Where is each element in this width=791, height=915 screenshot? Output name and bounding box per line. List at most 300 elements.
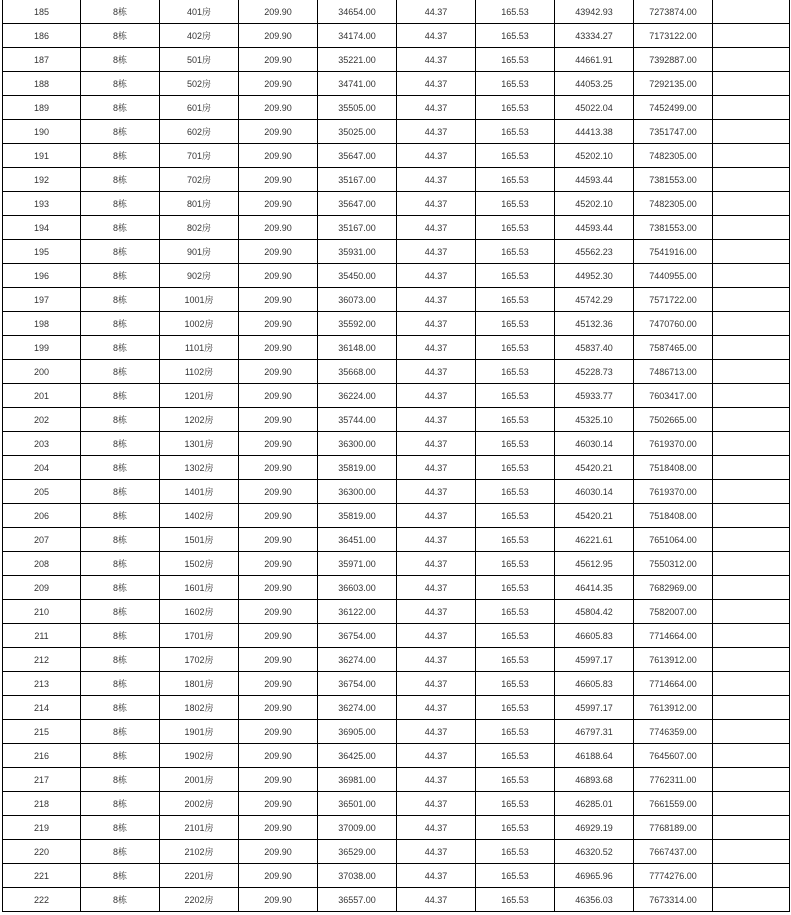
inner-unit-price-cell: 45420.21 [555,504,634,528]
remark-cell [713,624,790,648]
inner-unit-price-cell: 44053.25 [555,72,634,96]
room-cell: 1501房 [160,528,239,552]
unit-price-cell: 36905.00 [318,720,397,744]
share-area-cell: 44.37 [397,0,476,24]
table-row [3,888,790,912]
unit-price-cell: 36300.00 [318,432,397,456]
table-row [3,480,790,504]
inner-unit-price-cell: 45325.10 [555,408,634,432]
unit-price-cell: 35819.00 [318,504,397,528]
share-area-cell: 44.37 [397,216,476,240]
share-area-cell: 44.37 [397,696,476,720]
remark-cell [713,192,790,216]
inner-unit-price-cell: 46221.61 [555,528,634,552]
inner-unit-price-cell: 46797.31 [555,720,634,744]
inner-unit-price-cell: 45612.95 [555,552,634,576]
area-cell: 209.90 [239,528,318,552]
total-price-cell: 7518408.00 [634,504,713,528]
table-row [3,24,790,48]
unit-price-cell: 34654.00 [318,0,397,24]
unit-price-cell: 36425.00 [318,744,397,768]
total-area-cell: 165.53 [476,696,555,720]
area-cell: 209.90 [239,648,318,672]
table-row [3,624,790,648]
unit-price-cell: 36754.00 [318,624,397,648]
table-row [3,528,790,552]
row-number-cell: 206 [3,504,81,528]
total-area-cell: 165.53 [476,648,555,672]
remark-cell [713,288,790,312]
total-price-cell: 7682969.00 [634,576,713,600]
unit-price-cell: 36603.00 [318,576,397,600]
total-price-cell: 7470760.00 [634,312,713,336]
total-area-cell: 165.53 [476,240,555,264]
total-price-cell: 7746359.00 [634,720,713,744]
area-cell: 209.90 [239,744,318,768]
room-cell: 602房 [160,120,239,144]
area-cell: 209.90 [239,192,318,216]
room-cell: 1801房 [160,672,239,696]
inner-unit-price-cell: 45228.73 [555,360,634,384]
total-area-cell: 165.53 [476,528,555,552]
table-row [3,96,790,120]
building-cell: 8栋 [81,600,160,624]
inner-unit-price-cell: 43942.93 [555,0,634,24]
room-cell: 1202房 [160,408,239,432]
total-area-cell: 165.53 [476,600,555,624]
total-price-cell: 7273874.00 [634,0,713,24]
unit-price-cell: 35819.00 [318,456,397,480]
total-area-cell: 165.53 [476,456,555,480]
table-row [3,192,790,216]
total-price-cell: 7351747.00 [634,120,713,144]
building-cell: 8栋 [81,48,160,72]
building-cell: 8栋 [81,192,160,216]
building-cell: 8栋 [81,792,160,816]
total-area-cell: 165.53 [476,360,555,384]
building-cell: 8栋 [81,696,160,720]
row-number-cell: 194 [3,216,81,240]
room-cell: 1701房 [160,624,239,648]
unit-price-cell: 35167.00 [318,216,397,240]
total-area-cell: 165.53 [476,312,555,336]
row-number-cell: 197 [3,288,81,312]
share-area-cell: 44.37 [397,456,476,480]
remark-cell [713,672,790,696]
area-cell: 209.90 [239,120,318,144]
building-cell: 8栋 [81,744,160,768]
remark-cell [713,240,790,264]
unit-price-cell: 36981.00 [318,768,397,792]
remark-cell [713,888,790,912]
building-cell: 8栋 [81,672,160,696]
total-area-cell: 165.53 [476,432,555,456]
unit-price-cell: 36501.00 [318,792,397,816]
table-row [3,264,790,288]
total-price-cell: 7486713.00 [634,360,713,384]
remark-cell [713,264,790,288]
building-cell: 8栋 [81,768,160,792]
unit-price-cell: 36122.00 [318,600,397,624]
total-price-cell: 7571722.00 [634,288,713,312]
share-area-cell: 44.37 [397,360,476,384]
share-area-cell: 44.37 [397,144,476,168]
room-cell: 2002房 [160,792,239,816]
inner-unit-price-cell: 44593.44 [555,168,634,192]
area-cell: 209.90 [239,864,318,888]
table-row [3,408,790,432]
total-price-cell: 7714664.00 [634,624,713,648]
unit-price-cell: 35744.00 [318,408,397,432]
area-cell: 209.90 [239,264,318,288]
table-row [3,168,790,192]
building-cell: 8栋 [81,72,160,96]
row-number-cell: 221 [3,864,81,888]
total-area-cell: 165.53 [476,552,555,576]
building-cell: 8栋 [81,120,160,144]
remark-cell [713,144,790,168]
table-row [3,552,790,576]
total-area-cell: 165.53 [476,768,555,792]
room-cell: 2202房 [160,888,239,912]
area-cell: 209.90 [239,672,318,696]
row-number-cell: 189 [3,96,81,120]
table-row [3,288,790,312]
share-area-cell: 44.37 [397,504,476,528]
table-row [3,648,790,672]
building-cell: 8栋 [81,216,160,240]
row-number-cell: 204 [3,456,81,480]
area-cell: 209.90 [239,696,318,720]
total-price-cell: 7452499.00 [634,96,713,120]
building-cell: 8栋 [81,264,160,288]
inner-unit-price-cell: 46605.83 [555,624,634,648]
inner-unit-price-cell: 45742.29 [555,288,634,312]
building-cell: 8栋 [81,720,160,744]
remark-cell [713,456,790,480]
inner-unit-price-cell: 45420.21 [555,456,634,480]
room-cell: 601房 [160,96,239,120]
share-area-cell: 44.37 [397,336,476,360]
room-cell: 1902房 [160,744,239,768]
room-cell: 1602房 [160,600,239,624]
area-cell: 209.90 [239,816,318,840]
room-cell: 902房 [160,264,239,288]
total-area-cell: 165.53 [476,864,555,888]
row-number-cell: 199 [3,336,81,360]
row-number-cell: 188 [3,72,81,96]
total-area-cell: 165.53 [476,576,555,600]
remark-cell [713,648,790,672]
price-table [2,0,790,912]
table-row [3,456,790,480]
room-cell: 402房 [160,24,239,48]
room-cell: 1201房 [160,384,239,408]
remark-cell [713,0,790,24]
table-row [3,720,790,744]
row-number-cell: 190 [3,120,81,144]
building-cell: 8栋 [81,0,160,24]
inner-unit-price-cell: 46605.83 [555,672,634,696]
total-area-cell: 165.53 [476,384,555,408]
remark-cell [713,312,790,336]
total-area-cell: 165.53 [476,792,555,816]
area-cell: 209.90 [239,144,318,168]
inner-unit-price-cell: 45997.17 [555,696,634,720]
area-cell: 209.90 [239,384,318,408]
row-number-cell: 193 [3,192,81,216]
row-number-cell: 198 [3,312,81,336]
share-area-cell: 44.37 [397,240,476,264]
inner-unit-price-cell: 46965.96 [555,864,634,888]
share-area-cell: 44.37 [397,264,476,288]
total-area-cell: 165.53 [476,96,555,120]
remark-cell [713,480,790,504]
inner-unit-price-cell: 44413.38 [555,120,634,144]
area-cell: 209.90 [239,24,318,48]
area-cell: 209.90 [239,888,318,912]
share-area-cell: 44.37 [397,600,476,624]
share-area-cell: 44.37 [397,192,476,216]
inner-unit-price-cell: 46285.01 [555,792,634,816]
inner-unit-price-cell: 43334.27 [555,24,634,48]
remark-cell [713,72,790,96]
area-cell: 209.90 [239,576,318,600]
row-number-cell: 207 [3,528,81,552]
share-area-cell: 44.37 [397,840,476,864]
row-number-cell: 203 [3,432,81,456]
row-number-cell: 220 [3,840,81,864]
unit-price-cell: 35647.00 [318,192,397,216]
row-number-cell: 218 [3,792,81,816]
share-area-cell: 44.37 [397,24,476,48]
building-cell: 8栋 [81,504,160,528]
total-area-cell: 165.53 [476,624,555,648]
unit-price-cell: 35221.00 [318,48,397,72]
building-cell: 8栋 [81,888,160,912]
row-number-cell: 219 [3,816,81,840]
row-number-cell: 191 [3,144,81,168]
share-area-cell: 44.37 [397,864,476,888]
unit-price-cell: 36274.00 [318,648,397,672]
total-area-cell: 165.53 [476,408,555,432]
total-area-cell: 165.53 [476,504,555,528]
total-area-cell: 165.53 [476,24,555,48]
unit-price-cell: 35592.00 [318,312,397,336]
unit-price-cell: 35505.00 [318,96,397,120]
area-cell: 209.90 [239,768,318,792]
area-cell: 209.90 [239,168,318,192]
share-area-cell: 44.37 [397,48,476,72]
share-area-cell: 44.37 [397,648,476,672]
row-number-cell: 222 [3,888,81,912]
room-cell: 2001房 [160,768,239,792]
unit-price-cell: 36073.00 [318,288,397,312]
inner-unit-price-cell: 46030.14 [555,480,634,504]
room-cell: 1101房 [160,336,239,360]
remark-cell [713,24,790,48]
row-number-cell: 200 [3,360,81,384]
room-cell: 1301房 [160,432,239,456]
remark-cell [713,768,790,792]
total-price-cell: 7619370.00 [634,480,713,504]
unit-price-cell: 36451.00 [318,528,397,552]
inner-unit-price-cell: 46414.35 [555,576,634,600]
total-price-cell: 7645607.00 [634,744,713,768]
total-price-cell: 7582007.00 [634,600,713,624]
total-price-cell: 7381553.00 [634,216,713,240]
building-cell: 8栋 [81,456,160,480]
room-cell: 1401房 [160,480,239,504]
table-row [3,744,790,768]
total-price-cell: 7714664.00 [634,672,713,696]
row-number-cell: 202 [3,408,81,432]
inner-unit-price-cell: 45837.40 [555,336,634,360]
total-price-cell: 7541916.00 [634,240,713,264]
building-cell: 8栋 [81,408,160,432]
table-row [3,72,790,96]
remark-cell [713,96,790,120]
total-area-cell: 165.53 [476,672,555,696]
room-cell: 702房 [160,168,239,192]
remark-cell [713,48,790,72]
building-cell: 8栋 [81,288,160,312]
room-cell: 2101房 [160,816,239,840]
room-cell: 1802房 [160,696,239,720]
table-row [3,792,790,816]
building-cell: 8栋 [81,576,160,600]
room-cell: 501房 [160,48,239,72]
remark-cell [713,528,790,552]
area-cell: 209.90 [239,360,318,384]
share-area-cell: 44.37 [397,96,476,120]
inner-unit-price-cell: 45022.04 [555,96,634,120]
room-cell: 801房 [160,192,239,216]
share-area-cell: 44.37 [397,768,476,792]
building-cell: 8栋 [81,816,160,840]
total-area-cell: 165.53 [476,192,555,216]
row-number-cell: 201 [3,384,81,408]
inner-unit-price-cell: 45202.10 [555,192,634,216]
remark-cell [713,216,790,240]
share-area-cell: 44.37 [397,528,476,552]
share-area-cell: 44.37 [397,792,476,816]
total-price-cell: 7651064.00 [634,528,713,552]
unit-price-cell: 34741.00 [318,72,397,96]
total-price-cell: 7550312.00 [634,552,713,576]
unit-price-cell: 35450.00 [318,264,397,288]
room-cell: 901房 [160,240,239,264]
building-cell: 8栋 [81,480,160,504]
total-area-cell: 165.53 [476,816,555,840]
inner-unit-price-cell: 44661.91 [555,48,634,72]
remark-cell [713,432,790,456]
remark-cell [713,552,790,576]
row-number-cell: 216 [3,744,81,768]
row-number-cell: 196 [3,264,81,288]
share-area-cell: 44.37 [397,312,476,336]
row-number-cell: 215 [3,720,81,744]
share-area-cell: 44.37 [397,384,476,408]
table-row [3,576,790,600]
total-area-cell: 165.53 [476,744,555,768]
area-cell: 209.90 [239,456,318,480]
remark-cell [713,576,790,600]
share-area-cell: 44.37 [397,288,476,312]
remark-cell [713,336,790,360]
share-area-cell: 44.37 [397,624,476,648]
total-price-cell: 7173122.00 [634,24,713,48]
table-row [3,840,790,864]
area-cell: 209.90 [239,408,318,432]
building-cell: 8栋 [81,168,160,192]
building-cell: 8栋 [81,840,160,864]
share-area-cell: 44.37 [397,72,476,96]
remark-cell [713,360,790,384]
area-cell: 209.90 [239,0,318,24]
area-cell: 209.90 [239,240,318,264]
table-row [3,144,790,168]
remark-cell [713,840,790,864]
total-area-cell: 165.53 [476,168,555,192]
total-area-cell: 165.53 [476,840,555,864]
row-number-cell: 187 [3,48,81,72]
table-row [3,432,790,456]
table-row [3,864,790,888]
unit-price-cell: 35167.00 [318,168,397,192]
inner-unit-price-cell: 44952.30 [555,264,634,288]
room-cell: 2102房 [160,840,239,864]
row-number-cell: 195 [3,240,81,264]
inner-unit-price-cell: 45933.77 [555,384,634,408]
total-price-cell: 7762311.00 [634,768,713,792]
row-number-cell: 192 [3,168,81,192]
unit-price-cell: 36274.00 [318,696,397,720]
building-cell: 8栋 [81,432,160,456]
table-row [3,48,790,72]
table-row [3,0,790,24]
row-number-cell: 209 [3,576,81,600]
room-cell: 1002房 [160,312,239,336]
room-cell: 502房 [160,72,239,96]
area-cell: 209.90 [239,840,318,864]
remark-cell [713,792,790,816]
total-price-cell: 7292135.00 [634,72,713,96]
table-row [3,696,790,720]
total-price-cell: 7613912.00 [634,648,713,672]
total-price-cell: 7673314.00 [634,888,713,912]
room-cell: 1001房 [160,288,239,312]
building-cell: 8栋 [81,528,160,552]
table-row [3,384,790,408]
room-cell: 2201房 [160,864,239,888]
row-number-cell: 214 [3,696,81,720]
table-row [3,768,790,792]
unit-price-cell: 36224.00 [318,384,397,408]
unit-price-cell: 35971.00 [318,552,397,576]
inner-unit-price-cell: 46893.68 [555,768,634,792]
inner-unit-price-cell: 45562.23 [555,240,634,264]
area-cell: 209.90 [239,480,318,504]
building-cell: 8栋 [81,96,160,120]
remark-cell [713,744,790,768]
total-price-cell: 7482305.00 [634,192,713,216]
total-area-cell: 165.53 [476,0,555,24]
inner-unit-price-cell: 46030.14 [555,432,634,456]
building-cell: 8栋 [81,624,160,648]
remark-cell [713,816,790,840]
total-price-cell: 7768189.00 [634,816,713,840]
